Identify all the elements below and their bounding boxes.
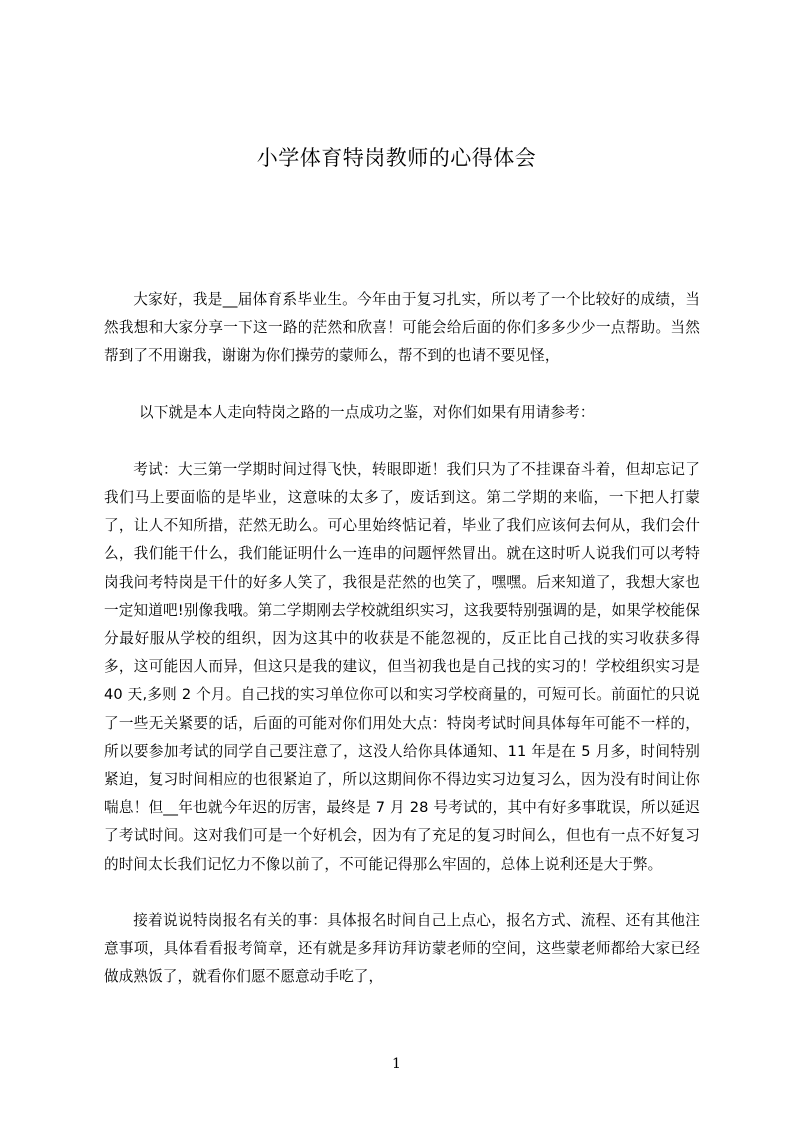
page-number: 1 xyxy=(392,1056,401,1072)
document-title: 小学体育特岗教师的心得体会 xyxy=(256,146,537,170)
document-body xyxy=(104,286,700,991)
paragraph-intro: 以下就是本人走向特岗之路的一点成功之鉴，对你们如果有用请参考： xyxy=(139,403,595,421)
paragraph-greeting: 大家好，我是__届体育系毕业生。今年由于复习扎实，所以考了一个比较好的成绩，当然我想和大家分享一下这一路的茫然和欣喜！可能会给后面的你们多多少少一点帮助。当然帮到了不用谢我，谢谢为你们操劳的蒙师么，帮不到的也请不要见怪， xyxy=(104,291,700,365)
paragraph-exam: 考试：大三第一学期时间过得飞快，转眼即逝！我们只为了不挂课奋斗着，但却忘记了我们马上要面临的是毕业，这意味的太多了，废话到这。第二学期的来临，一下把人打蒙了，让人不知所措，茫然无助么。可心里始终惦记着，毕业了我们应该何去何从，我们会什么，我们能干什么，我们能证明什么一连串的问题怦然冒出。就在这时听人说我们可以考特岗我问考特岗是干什的好多人笑了，我很是茫然的也笑了，嘿嘿。后来知道了，我想大家也一定知道吧!别像我哦。第二学期刚去学校就组织实习，这我要特别强调的是，如果学校能保分最好服从学校的组织，因为这其中的收获是不能忽视的，反正比自己找的实习收获多得多，这可能因人而异，但这只是我的建议，但当初我也是自己找的实习的！学校组织实习是 40 天,多则 2 个月。自己找的实习单位你可以和实习学校商量的，可短可长。前面忙的只说了一些无关紧要的话，后面的可能对你们用处大点：特岗考试时间具体每年可能不一样的，所以要参加考试的同学自己要注意了，这没人给你具体通知、11 年是在 5 月多，时间特别紧迫，复习时间相应的也很紧迫了，所以这期间你不得边实习边复习么，因为没有时间让你喘息！但__年也就今年迟的厉害，最终是 7 月 28 号考试的，其中有好多事耽误，所以延迟了考试时间。这对我们可是一个好机会，因为有了充足的复习时间么，但也有一点不好复习的时间太长我们记忆力不像以前了，不可能记得那么牢固的，总体上说利还是大于弊。 xyxy=(104,460,700,873)
paragraph-registration: 接着说说特岗报名有关的事：具体报名时间自己上点心，报名方式、流程、还有其他注意事项，具体看看报考简章，还有就是多拜访拜访蒙老师的空间，这些蒙老师都给大家已经做成熟饭了，就看你们愿不愿意动手吃了， xyxy=(104,911,700,986)
